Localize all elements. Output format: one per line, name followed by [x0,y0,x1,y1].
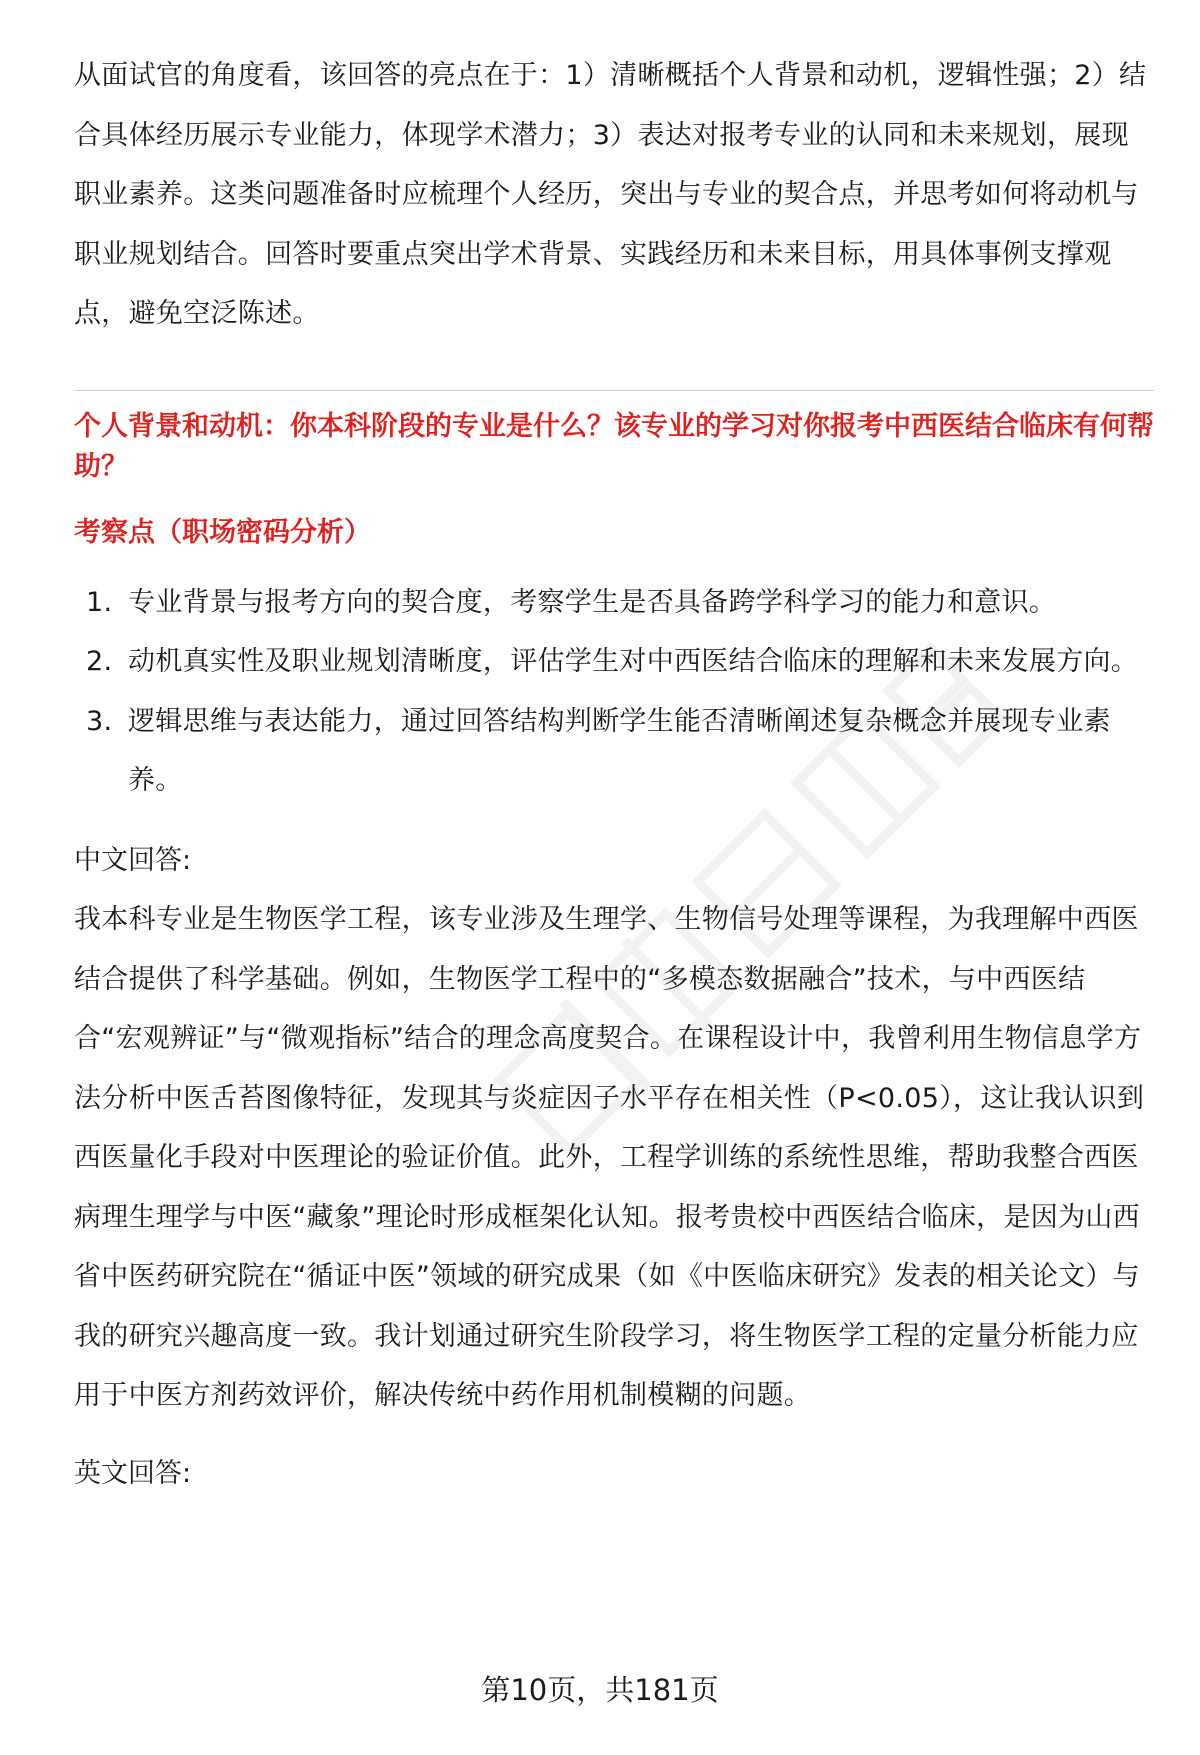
chinese-answer-label: 中文回答: [74,844,192,876]
exam-point-text: 专业背景与报考方向的契合度，考察学生是否具备跨学科学习的能力和意识。 [128,586,1057,618]
english-answer-label: 英文回答: [74,1457,192,1489]
document-page [74,46,1154,1503]
exam-point-number: 1. [86,586,113,618]
exam-point-number: 2. [86,646,113,677]
chinese-answer-text: 我本科专业是生物医学工程，该专业涉及生理学、生物信号处理等课程，为我理解中西医结合提供了科学基础。例如，生物医学工程中的“多模态数据融合”技术，与中西医结合“宏观辨证”与“微观指标”结合的理念高度契合。在课程设计中，我曾利用生物信息学方法分析中医舌苔图像特征，发现其与炎症因子水平存在相关性（P<0.05），这让我认识到西医量化手段对中医理论的验证价值。此外，工程学训练的系统性思维，帮助我整合西医病理生理学与中医“藏象”理论时形成框架化认知。报考贵校中西医结合临床，是因为山西省中医药研究院在“循证中医”领域的研究成果（如《中医临床研究》发表的相关论文）与我的研究兴趣高度一致。我计划通过研究生阶段学习，将生物医学工程的定量分析能力应用于中医方剂药效评价，解决传统中药作用机制模糊的问题。 [74,904,1145,1411]
exam-point-item [74,573,1154,633]
question-heading: 个人背景和动机：你本科阶段的专业是什么？该专业的学习对你报考中西医结合临床有何帮助？ [74,410,1154,482]
exam-points-list [74,573,1154,811]
exam-point-number: 3. [86,705,113,737]
exam-point-item [74,632,1154,692]
page-number: 第10页，共181页 [481,1673,719,1707]
intro-paragraph: 从面试官的角度看，该回答的亮点在于：1）清晰概括个人背景和动机，逻辑性强；2）结合具体经历展示专业能力，体现学术潜力；3）表达对报考专业的认同和未来规划，展现职业素养。这类问题准备时应梳理个人经历，突出与专业的契合点，并思考如何将动机与职业规划结合。回答时要重点突出学术背景、实践经历和未来目标，用具体事例支撑观点，避免空泛陈述。 [74,60,1147,329]
exam-point-text: 动机真实性及职业规划清晰度，评估学生对中西医结合临床的理解和未来发展方向。 [128,646,1139,677]
exam-point-item [74,692,1154,811]
exam-points-heading: 考察点（职场密码分析） [74,516,371,548]
section-divider [74,390,1154,391]
exam-point-text: 逻辑思维与表达能力，通过回答结构判断学生能否清晰阐述复杂概念并展现专业素养。 [128,705,1111,796]
